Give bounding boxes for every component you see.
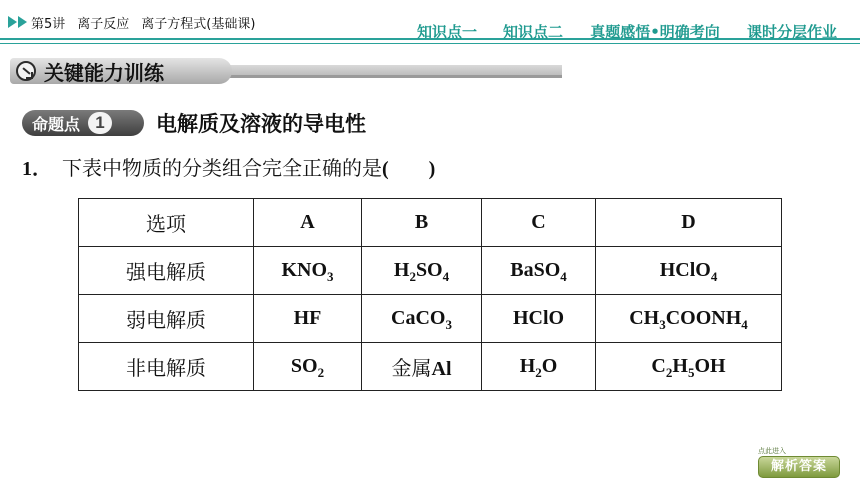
play-arrow-icon	[8, 16, 17, 28]
topic-tag	[22, 110, 144, 136]
topic-tag-label: 命题点	[32, 114, 81, 134]
table-cell: HClO	[482, 295, 596, 343]
table-row	[79, 295, 782, 343]
nav-tab-knowledge-2[interactable]	[495, 0, 571, 46]
nav-tab-label: 知识点一	[416, 23, 477, 41]
table-header-cell: A	[254, 199, 362, 247]
section-title-pill	[10, 58, 232, 84]
topic-number-badge: 1	[88, 112, 112, 134]
banner-underline	[220, 75, 562, 78]
table-cell: 金属Al	[362, 343, 482, 391]
table-row	[79, 343, 782, 391]
breadcrumb	[8, 12, 267, 32]
table-cell: $KNO_3$	[254, 247, 362, 295]
breadcrumb-lesson: 第5讲	[31, 16, 66, 32]
triangle-badge-icon: 4	[782, 2, 802, 20]
arrow-down-right-circle-icon	[16, 61, 36, 81]
view-answer-button[interactable]	[758, 447, 840, 478]
table-cell: $H_2SO_4$	[362, 247, 482, 295]
nav-tab-label: 课时分层作业	[746, 23, 837, 41]
table-cell: $C_2H_5OH$	[596, 343, 782, 391]
table-header-cell: B	[362, 199, 482, 247]
table-header-cell: 选项	[79, 199, 254, 247]
section-title: 关键能力训练	[44, 60, 164, 85]
table-cell: $CH_3COONH_4$	[596, 295, 782, 343]
row-label: 强电解质	[79, 247, 254, 295]
table-header-cell: D	[596, 199, 782, 247]
table-header-cell: C	[482, 199, 596, 247]
question-text: 下表中物质的分类组合完全正确的是	[62, 156, 382, 180]
nav-tab-label: 真题感悟•明确考向	[590, 23, 720, 41]
row-label: 弱电解质	[79, 295, 254, 343]
table-cell: HF	[254, 295, 362, 343]
table-cell: CaCO$_3$	[362, 295, 482, 343]
table-cell: $SO_2$	[254, 343, 362, 391]
table-row	[79, 247, 782, 295]
question-stem	[22, 152, 435, 181]
triangle-badge-icon: 1	[437, 2, 457, 20]
nav-tab-knowledge-1[interactable]	[410, 0, 484, 46]
triangle-badge-icon: 3	[645, 2, 665, 20]
nav-tab-homework[interactable]	[737, 0, 847, 46]
topic-title: 电解质及溶液的导电性	[156, 112, 366, 136]
breadcrumb-subtitle: 离子方程式(基础课)	[141, 16, 256, 32]
table-cell: HClO$_4$	[596, 247, 782, 295]
options-table	[78, 198, 782, 391]
play-arrow-icon	[18, 16, 27, 28]
answer-hint: 点此进入	[758, 447, 786, 455]
answer-blank: ( )	[382, 158, 436, 180]
section-banner	[10, 58, 562, 84]
table-header-row	[79, 199, 782, 247]
row-label: 非电解质	[79, 343, 254, 391]
table-cell: $H_2O$	[482, 343, 596, 391]
breadcrumb-topic: 离子反应	[77, 16, 130, 32]
triangle-badge-icon: 2	[523, 2, 543, 20]
table-cell: BaSO$_4$	[482, 247, 596, 295]
topic-heading	[22, 109, 366, 137]
answer-button-label: 解析答案	[758, 456, 840, 478]
question-number: 1．	[22, 158, 52, 180]
top-nav-bar	[0, 0, 860, 50]
nav-tab-label: 知识点二	[502, 23, 563, 41]
nav-tab-exam-insight[interactable]	[581, 0, 729, 46]
